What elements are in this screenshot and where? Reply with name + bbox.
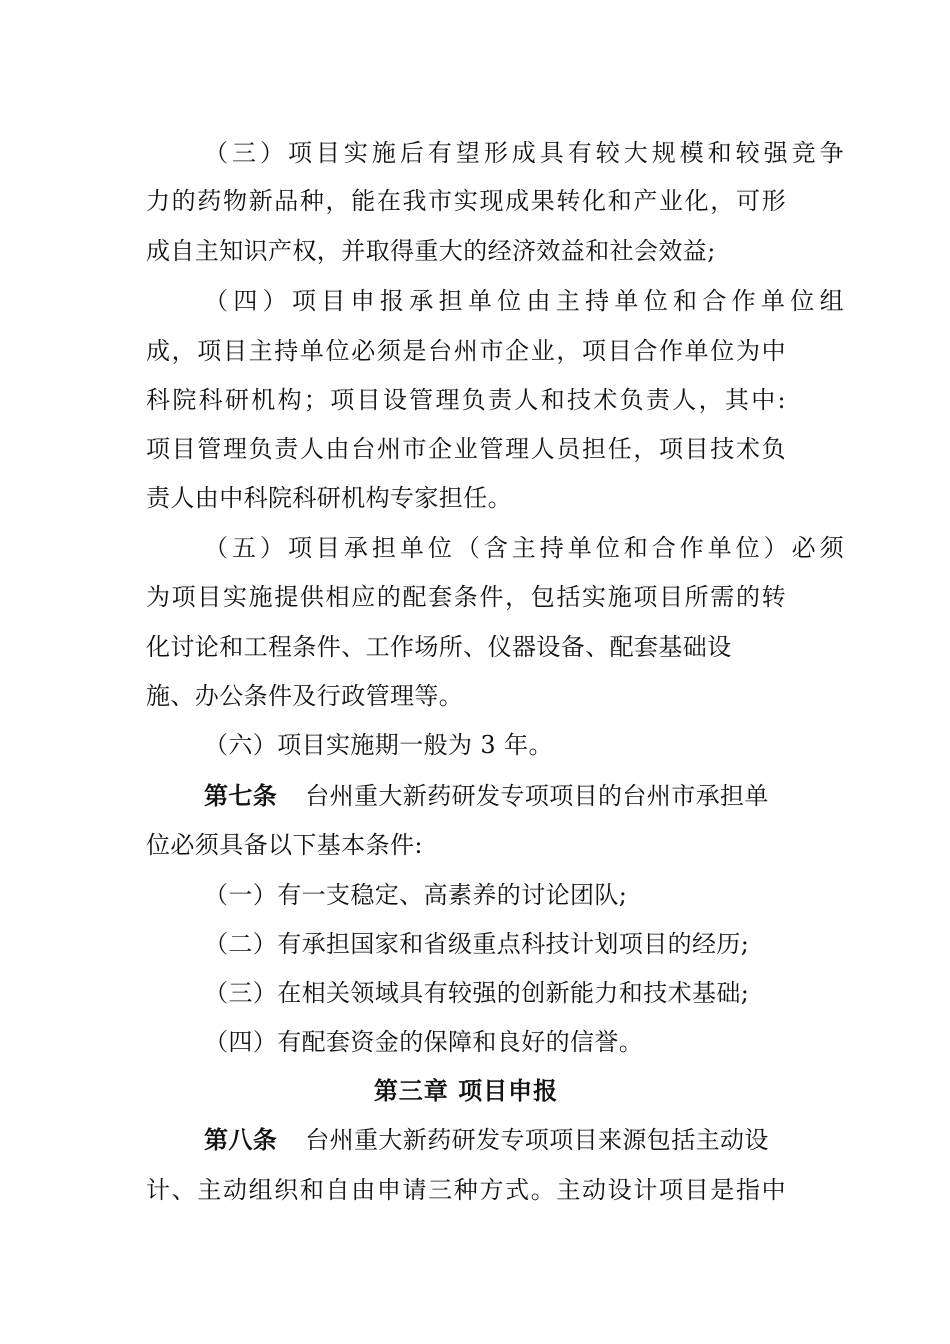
- text-line: 力的药物新品种，能在我市实现成果转化和产业化，可形: [146, 187, 786, 215]
- text-line: （五）项目承担单位（含主持单位和合作单位）必须: [204, 534, 844, 562]
- text-line: 位必须具备以下基本条件:: [146, 831, 423, 859]
- article-7-line: [146, 781, 844, 811]
- text-line: 科院科研机构；项目设管理负责人和技术负责人，其中:: [146, 386, 786, 414]
- text-line: （一）有一支稳定、高素养的讨论团队;: [204, 881, 628, 909]
- text-line: （二）有承担国家和省级重点科技计划项目的经历;: [204, 930, 750, 958]
- text-line: （四）项目申报承担单位由主持单位和合作单位组: [204, 287, 844, 315]
- text-line: 成自主知识产权，并取得重大的经济效益和社会效益;: [146, 237, 716, 265]
- text-line: 成，项目主持单位必须是台州市企业，项目合作单位为中: [146, 337, 786, 365]
- text-line: 项目管理负责人由台州市企业管理人员担任，项目技术负: [146, 435, 786, 463]
- text-line: 化讨论和工程条件、工作场所、仪器设备、配套基础设: [146, 633, 732, 661]
- text-line: 施、办公条件及行政管理等。: [146, 682, 464, 710]
- text-line: （四）有配套资金的保障和良好的信誉。: [204, 1028, 644, 1056]
- article-7-text: 台州重大新药研发专项项目的台州市承担单: [305, 782, 769, 810]
- article-8-label: 第八条: [204, 1126, 278, 1154]
- article-7-label: 第七条: [204, 782, 278, 810]
- text-line: 责人由中科院科研机构专家担任。: [146, 484, 512, 512]
- text-line: （六）项目实施期一般为 3 年。: [204, 731, 553, 759]
- chapter-heading: 第三章 项目申报: [373, 1077, 559, 1105]
- text-line: （三）项目实施后有望形成具有较大规模和较强竞争: [204, 139, 844, 167]
- article-8-text: 台州重大新药研发专项项目来源包括主动设: [305, 1126, 769, 1154]
- text-line: 计、主动组织和自由申请三种方式。主动设计项目是指中: [146, 1176, 786, 1204]
- article-8-line: [146, 1125, 844, 1155]
- text-line: 为项目实施提供相应的配套条件，包括实施项目所需的转: [146, 583, 786, 611]
- text-line: （三）在相关领域具有较强的创新能力和技术基础;: [204, 979, 750, 1007]
